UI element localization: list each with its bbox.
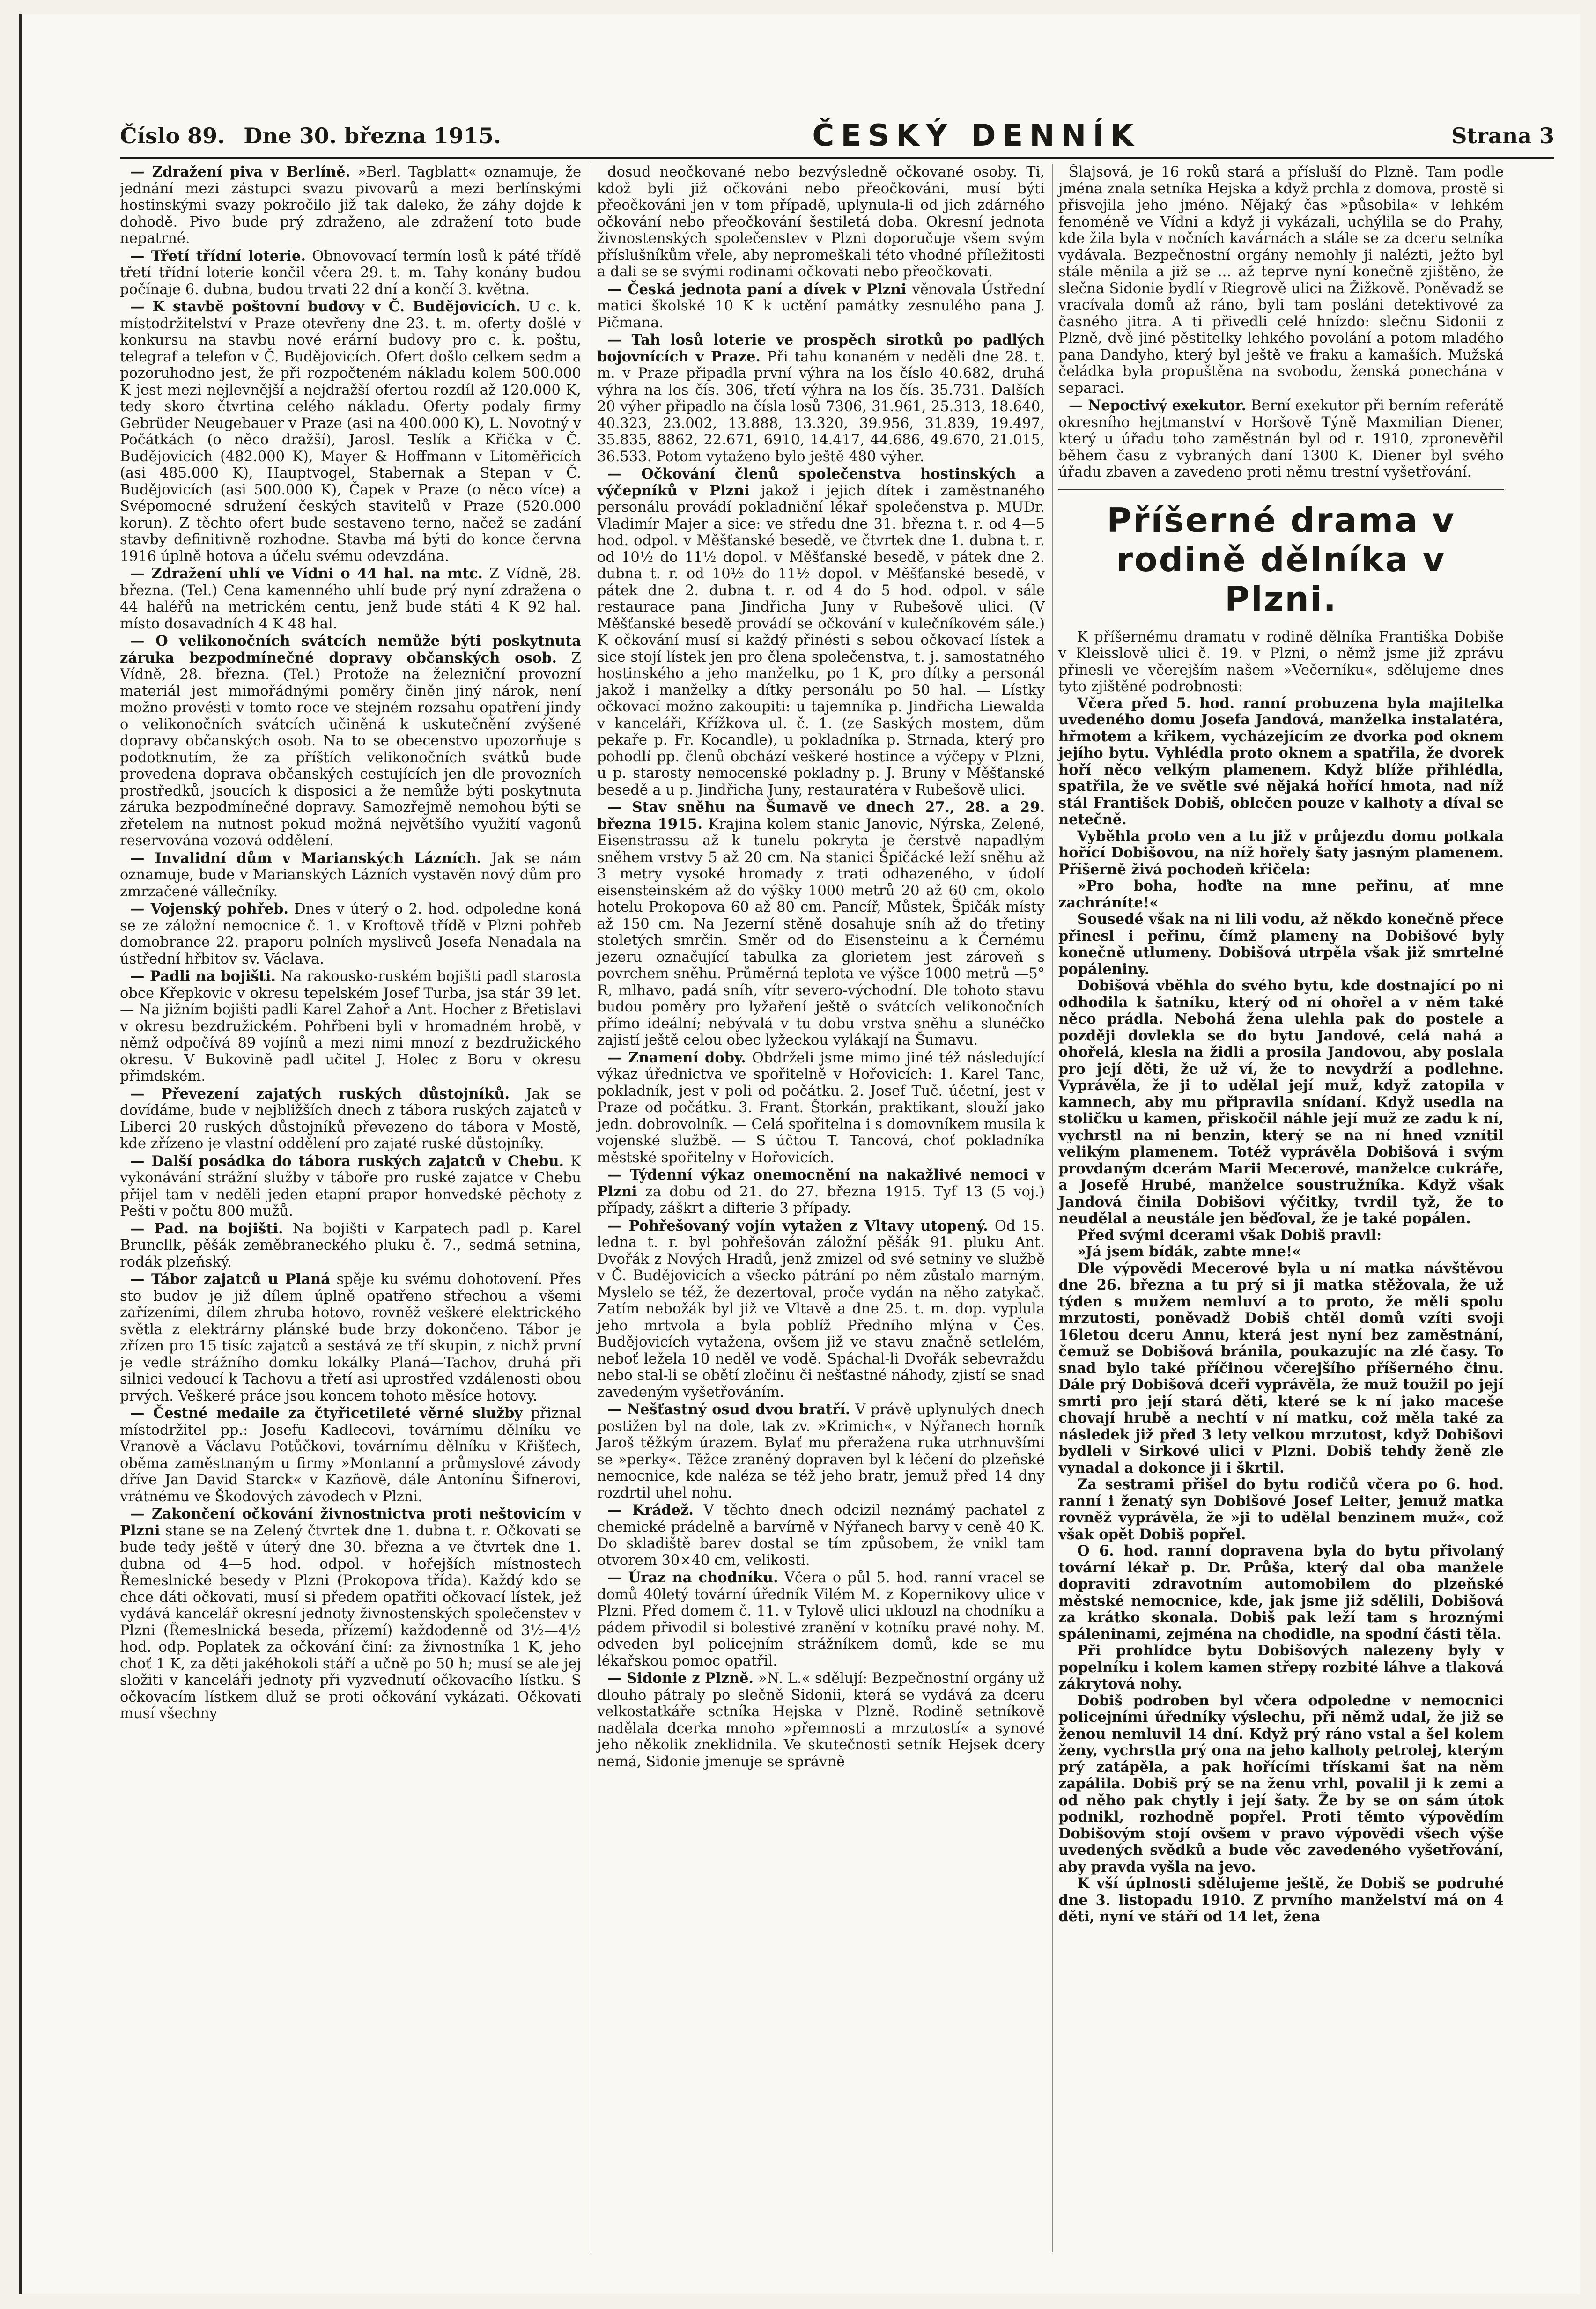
news-item-text: přiznal místodržitel pp.: Josefu Kadlecovi, továrnímu dělníku ve Vranově a Václavu Potůčkovi, továrnímu dělníku v Křišťech, oběma zaměstnaným u firmy »Montanní a průmyslové závody dříve Jan David Starck« v Kazňově, dále Antonínu Šifnerovi, vrátnému ve Škodových závodech v Plzni. <box>120 1405 581 1505</box>
story-paragraph: Za sestrami přišel do bytu rodičů včera po 6. hod. ranní i ženatý syn Dobišové Josef Leiter, jemuž matka rovněž vyprávěla, že »ji to udělal benzinem muž«, což však opět Dobiš popřel. <box>1058 1476 1504 1543</box>
news-item-text: Včera o půl 5. hod. ranní vracel se domů 40letý tovární úředník Vilém M. z Kopernikovy ulice v Plzni. Před domem č. 11. v Tylově ulici uklouzl na chodníku a pádem přivodil si bolestivé zranění v kotníku pravé nohy. M. odveden byl policejním strážníkem domů, kde se mu lékařskou pomoc opatřil. <box>597 1570 1045 1669</box>
news-item-heading: — Vojenský pohřeb. <box>130 900 288 917</box>
story-paragraph: K vší úplnosti sdělujeme ještě, že Dobiš se podruhé dne 3. listopadu 1910. Z prvního manželství má on 4 děti, nyní ve stáří od 14 let, žena <box>1058 1875 1504 1925</box>
news-item-heading: — Nešťastný osud dvou bratří. <box>607 1401 850 1418</box>
news-item-heading: — Třetí třídní loterie. <box>130 247 306 265</box>
news-item <box>597 1570 1045 1669</box>
news-item-heading: — Invalidní dům v Marianských Lázních. <box>130 849 482 867</box>
news-item <box>120 299 581 565</box>
news-item-heading: — Převezení zajatých ruských důstojníků. <box>130 1085 510 1102</box>
story-paragraph: Dobišová vběhla do svého bytu, kde dostnající po ni odhodila k šatníku, který od ní ohořel a v něm také něco prádla. Nebohá žena ulehla pak do postele a později dovlekla se do bytu Jandové, celá nahá a ohořelá, klesla na židli a prosila Jandovou, aby poslala pro její děti, že už ví, že to nevydrží a podlehne. Vyprávěla, že ji to udělal její muž, když zatopila v kamnech, aby mu připravila snídaní. Když usedla na stoličku u kamen, přiskočil náhle její muž ze zadu k ní, vychrstl na ni benzin, který se na ní hned vznítil velikým plamenem. Totéž vyprávěla Dobišová i svým provdaným dcerám Marii Mecerové, manželce cukráře, a Josefě Hrubé, manželce soustružníka. Když však Jandová činila Dobišovi výčitky, tvrdil tyž, že to neudělal a neustále jen běďoval, že je také popálen. <box>1058 977 1504 1227</box>
news-item <box>597 332 1045 465</box>
story-body <box>1058 629 1504 1925</box>
news-item-text: V právě uplynulých dnech postižen byl na dole, tak zv. »Krimich«, v Nýřanech horník Jaroš těžkým úrazem. Bylať mu přeražena ruka utrhnuvšími se »perky«. Těžce zraněný dopraven byl k léčení do plzeňské nemocnice, kde naléza se též jeho bratr, jemuž před 14 dny rozdrtil uhel nohu. <box>597 1402 1045 1501</box>
news-item <box>120 1405 581 1505</box>
story-paragraph: Před svými dcerami však Dobiš pravil: <box>1077 1226 1382 1244</box>
news-item <box>120 1221 581 1271</box>
news-item <box>120 566 581 632</box>
news-item-heading: — Další posádka do tábora ruských zajatců v Chebu. <box>130 1152 564 1170</box>
news-item <box>1058 164 1504 397</box>
news-item-text: Jak se nám oznamuje, bude v Marianských Lázních vystavěn nový dům pro zmrzačené vállečníky. <box>120 850 581 900</box>
columns <box>120 164 1504 2252</box>
issue-number: Číslo 89. <box>120 123 225 148</box>
news-item <box>597 1670 1045 1770</box>
story-paragraph: Sousedé však na ni lili vodu, až někdo konečně přece přinesl i peřinu, čímž plameny na Dobišové byly konečně utlumeny. Dobišová utrpěla však již smrtelné popáleniny. <box>1058 911 1504 978</box>
news-item-text: »Berl. Tagblatt« oznamuje, že jednání mezi zástupci svazu pivovarů a mezi berlínskými hostinskými svazy pokročilo již tak daleko, že záhy dojde k dohodě. Pivo bude prý zdraženo, ale zdražení toto bude nepatrné. <box>120 164 581 247</box>
news-item-text: stane se na Zelený čtvrtek dne 1. dubna t. r. Očkovati se bude tedy ještě v úterý dne 30. března a ve čtvrtek dne 1. dubna od 4—5 hod. odpol. v hořejších místnostech Řemeslnické besedy v Plzni (Prokopova třída). Každý kdo se chce dáti očkovati, musí si předem opatřiti očkovací lístek, jež vydává kancelář okresní jednoty živnostenských společenstev v Plzni (Řemeslnická beseda, přízemí) každodenně od 3½—4½ hod. odp. Poplatek za očkování činí: za živnostníka 1 K, jeho choť 1 K, za děti jakéhokoli stáří a učně po 50 h; musí se ale jej složiti v kanceláři jednoty při vyzvednutí očkovacího lístku. S očkovacím lístkem dluž se proti očkování vykázati. Očkovati musí všechny <box>120 1522 581 1722</box>
news-item <box>120 1086 581 1152</box>
news-item-text: spěje ku svému dohotovení. Přes sto budov je již dílem úplně opatřeno střechou a všemi zařízeními, dílem zhruba hotovo, rovněž veškeré elektrického světla z elektrárny plánské bude brzy dokončeno. Tábor je zřízen pro 15 tisíc zajatců a sestává ze tří skupin, z nichž první je vedle strážního domku lokálky Planá—Tachov, druhá při silnici vedoucí k Tachovu a třetí asi uprostřed vzdálenosti obou prvých. Veškeré práce jsou koncem tohoto měsíce hotovy. <box>120 1271 581 1404</box>
news-item-text: věnovala Ústřední matici školské 10 K k uctění památky zesnulého pana J. Pičmana. <box>597 281 1045 331</box>
news-item <box>120 901 581 967</box>
news-item <box>597 1402 1045 1501</box>
news-item <box>597 281 1045 332</box>
news-item-heading: — Očkování členů společenstva hostinských a výčepníků v Plzni <box>597 465 1045 499</box>
news-item-text: V těchto dnech odcizil neznámý pachatel z chemické prádelně a barvírně v Nýřanech barvy v ceně 40 K. Do skladiště barev dostal se tím způsobem, že vnikl tam otvorem 30×40 cm, velikosti. <box>597 1502 1045 1569</box>
news-item <box>120 850 581 900</box>
column-3-items <box>1058 164 1504 481</box>
news-item-heading: — Pad. na bojišti. <box>130 1220 283 1237</box>
news-item <box>597 164 1045 280</box>
news-item-heading: — Úraz na chodníku. <box>607 1569 778 1586</box>
column-1 <box>120 164 581 2252</box>
news-item <box>597 1502 1045 1569</box>
story-paragraph: Při prohlídce bytu Dobišových nalezeny byly v popelníku i kolem kamen střepy rozbité láhve a tlaková zákrytová nohy. <box>1058 1642 1504 1692</box>
news-item <box>120 1506 581 1722</box>
story-paragraph: Vyběhla proto ven a tu již v průjezdu domu potkala hořící Dobišovou, na níž hořely šaty jasným plamenem. Příšerně živá pochodeň křičela: <box>1058 827 1504 878</box>
news-item-heading: — Zdražení uhlí ve Vídni o 44 hal. na mtc. <box>130 565 483 582</box>
news-item-text: U c. k. místodržitelství v Praze otevřeny dne 23. t. m. oferty došlé v konkursu na stavbu nové erární budovy pro c. k. poštu, telegraf a telefon v Č. Budějovicích. Ofert došlo celkem sedm a pozoruhodno jest, že při rozpočteném nákladu kolem 500.000 K jest mezi nejlevnější a nejdražší ofertou rozdíl až 120.000 K, tedy skoro čtvrtina celého nákladu. Oferty podaly firmy Gebrüder Neugebauer v Praze (asi na 400.000 K), L. Novotný v Počátkách (o něco dražší), Jarosl. Teslík a Křička v Č. Budějovicích (482.000 K), Mayer & Hoffmann v Litoměřicích (asi 485.000 K), Hauptvogel, Stabernak a Stepan v Č. Budějovicích (asi 500.000 K), Čapek v Praze (o něco více) a Svépomocné sdružení českých stavitelů v Praze (520.000 korun). Z těchto ofert bude sestaveno terno, načež se zadání stavby definitivně rozhodne. Stavba má býti do konce června 1916 úplně hotova a účelu svému odevzdána. <box>120 299 581 565</box>
news-item-heading: — Čestné medaile za čtyřicetileté věrné služby <box>130 1405 523 1422</box>
news-item-text: K vykonávání strážní služby v táboře pro ruské zajatce v Chebu přijel tam v neděli jeden etapní prapor honvedské pěchoty z Pešti v počtu 800 mužů. <box>120 1153 581 1219</box>
newspaper-title: ČESKÝ DENNÍK <box>812 118 1140 153</box>
news-item-heading: — Týdenní výkaz onemocnění na nakažlivé nemoci v Plzni <box>597 1166 1045 1200</box>
news-item-text: Berní exekutor při berním referátě okresního hejtmanství v Horšově Týně Maxmilian Diener, který u úřadu toho zaměstnán byl od r. 1910, zpronevěřil během času z vybraných daní 1300 K. Diener byl svého úřadu zbaven a zavedeno proti němu trestní vyšetřování. <box>1058 398 1504 480</box>
story-paragraph: K příšernému dramatu v rodině dělníka Františka Dobiše v Kleisslově ulici č. 19. v Plzni, o němž jsme již zprávu přinesli ve včerejším našem »Večerníku«, sdělujeme dnes tyto zjištěné podrobnosti: <box>1058 628 1504 695</box>
story-paragraph: »Já jsem bídák, zabte mne!« <box>1077 1243 1301 1260</box>
section-divider <box>1058 489 1504 491</box>
news-item-text: Šlajsová, je 16 roků stará a přísluší do Plzně. Tam podle jména znala setníka Hejska a když prchla z domova, prostě si přisvojila jeho jméno. Nějaký čas »působila« v lehkém fenoméně ve Vídni a když ji vykázali, uchýlila se do Prahy, kde žila byla v nočních kavárnách a stále se za dceru setníka vydávala. Bezpečnostní orgány nemohly ji nalézti, ježto byl stále měnila a již se ... až teprve nyní konečně zjištěno, že slečna Sidonie bydlí v Riegrově ulici na Žižkově. Poněvadž se vracívala domů až ráno, byli tam posláni detektivové za časného jitra. A ti přivedli celé hnízdo: slečnu Sidonii z Plzně, dvě jiné pěstitelky lehkého povolání a potom mladého pana Dandyho, který byl ještě ve fraku a kamaších. Mužská čeládka byla propuštěna na svobodu, ženská ponechána v separaci. <box>1058 164 1504 397</box>
news-item <box>597 799 1045 1049</box>
story-paragraph: Dobiš podroben byl včera odpoledne v nemocnici policejními úředníky výslechu, při němž udal, že již se ženou nemluvil 14 dní. Když prý ráno vstal a šel kolem ženy, vychrstla prý ona na jeho kalhoty petrolej, kterým prý zatápěla, a pak hořícími třískami šat na něm zapálila. Dobiš prý se na ženu vrhl, povalil ji k zemi a od něho pak chytly i její šaty. Že by se on sám útok podnikl, rozhodně popřel. Proti těmto výpovědím Dobišovým stojí ovšem v pravo výpovědi všech výše uvedených svědků a bude věc zavedeného vyšetřování, aby pravda vyšla na jevo. <box>1058 1692 1504 1875</box>
news-item-text: Z Vídně, 28. března. (Tel.) Cena kamenného uhlí bude prý nyní zdražena o 44 haléřů na metrickém centu, jenž bude státi 4 K 92 hal. místo dosavadních 4 K 48 hal. <box>120 566 581 632</box>
news-item-text: dosud neočkované nebo bezvýsledně očkované osoby. Ti, kdož byli již očkováni nebo přeočkováni, musí býti přeočkováni jen v tom případě, uplynula-li od jich zdárného očkování nebo přeočkování šestiletá doba. Okresní jednota živnostenských společenstev v Plzni doporučuje všem svým příslušníkům vřele, aby nepromeškali této vhodné příležitosti a dali se se svými rodinami očkovati nebo přeočkovati. <box>597 164 1045 280</box>
news-item <box>120 968 581 1085</box>
news-item <box>120 248 581 298</box>
news-item-text: Krajina kolem stanic Janovic, Nýrska, Zelené, Eisenstrassu až k tunelu pokryta je čerstvě napadlým sněhem vrstvy 5 až 20 cm. Na stanici Špičácké leží sněhu až 3 metry vysoké hromady z trati odhazeného, v údolí eisensteinském až do výšky 1000 metrů 20 až 60 cm, okolo hotelu Prokopova 60 až 80 cm. Pancíř, Můstek, Špičák místy až 150 cm. Na Jezerní stěně dosahuje sníh až do třetiny stoletých smrčin. Směr od do Eisensteinu a k Černému jezeru označující tabulka za glorietem jest zároveň s povrchem sněhu. Průměrná teplota ve výšce 1000 metrů —5° R, mlhavo, padá sníh, vítr severo-východní. Dle tohoto stavu budou poměry pro lyžaření ještě o svátcích velikonočních přímo ideální; nebývalá v tu dobu vrstva sněhu a slunéčko zajistí ještě celou obec lyžeckou vylákají na Šumavu. <box>597 816 1045 1048</box>
story-paragraph: Včera před 5. hod. ranní probuzena byla majitelka uvedeného domu Josefa Jandová, manželka instalatéra, hřmotem a křikem, vycházejícím ze dvorka pod oknem jejího bytu. Vyhlédla proto oknem a spatřila, že dvorek hoří něco velkým plamenem. Když blíže přihlédla, spatřila, že ve světle své nějaká hořící hmota, nad níž stál František Dobiš, oblečen pouze v kalhoty a díval se netečně. <box>1058 694 1504 828</box>
news-item-heading: — Zakončení očkování živnostnictva proti neštovicím v Plzni <box>120 1505 581 1539</box>
masthead <box>120 115 1554 159</box>
news-item-text: Při tahu konaném v neděli dne 28. t. m. v Praze připadla první výhra na los číslo 40.682, druhá výhra na los čís. 306, třetí výhra na los čís. 35.731. Dalších 20 výher připadlo na čísla losů 7306, 31.961, 25.313, 18.640, 40.323, 23.002, 13.888, 13.320, 39.956, 31.839, 19.497, 35.835, 8862, 22.671, 6910, 14.417, 44.686, 49.670, 21.015, 36.533. Potom vytaženo bylo ještě 480 výher. <box>597 348 1045 465</box>
story-paragraph: »Pro boha, hoďte na mne peřinu, ať mne zachráníte!« <box>1058 878 1504 911</box>
news-item-text: Obnovovací termín losů k páté třídě třetí třídní loterie končil včera 29. t. m. Tahy konány budou počínaje 6. dubna, budou trvati 22 dní a končí 3. května. <box>120 248 581 298</box>
masthead-left <box>120 123 501 148</box>
news-item <box>120 633 581 849</box>
news-item-text: Dnes v úterý o 2. hod. odpoledne koná se ze záložní nemocnice č. 1. v Kroftově třídě v Plzni pohřeb domobrance 22. praporu polních myslivců Josefa Nenadala na ústřední hřbitov sv. Václava. <box>120 901 581 967</box>
news-item-heading: — Pohřešovaný vojín vytažen z Vltavy utopený. <box>607 1217 988 1234</box>
news-item-heading: — Tah losů loterie ve prospěch sirotků po padlých bojovnících v Praze. <box>597 332 1045 365</box>
news-item-text: Obdrželi jsme mimo jiné též následující výkaz úřednictva ve spořitelně v Hořovicích: 1. Karel Tanc, pokladník, jest v poli od počátku. 2. Josef Tuč. účetní, jest v Praze od počátku. 3. Frant. Štorkán, praktikant, slouží jako jedn. dobrovolník. — Celá spořitelna i s domovníkem musila k vojenské službě. — S účtou T. Tancová, choť pokladníka městské spořitelny v Hořovicích. <box>597 1049 1045 1166</box>
news-item-heading: — Zdražení piva v Berlíně. <box>130 164 351 180</box>
news-item-heading: — Krádež. <box>607 1502 694 1519</box>
news-item-heading: — O velikonočních svátcích nemůže býti poskytnuta záruka bezpodmínečné dopravy občanských osob. <box>120 633 581 666</box>
news-item-text: Z Vídně, 28. března. (Tel.) Protože na železniční provozní materiál jest mimořádnými poměry činěn jiný nárok, není možno provésti v tomto roce ve stejném rozsahu opatření jindy o velikonočních svátcích učiněná k uskutečnění zvýšené dopravy občanských osob. Na to se obecenstvo upozorňuje s podotknutím, že za příštích velikonočních svátků bude provedena doprava občanských cestujících jen dle provozních prostředků, jsoucích k disposici a že nemůže býti poskytnuta záruka bezpodmínečné dopravy. Samozřejmě nemohou býti se zřetelem na nutnost pokud možná největšího využití vagonů reservována vozová oddělení. <box>120 649 581 849</box>
column-3 <box>1052 164 1504 2252</box>
news-item <box>120 164 581 247</box>
news-item-text: jakož i jejich dítek i zaměstnaného personálu provádí pokladniční lékař společenstva p. MUDr. Vladimír Majer a sice: ve středu dne 31. března t. r. od 4—5 hod. odpol. v Měšťanské besedě, ve čtvrtek dne 1. dubna t. r. od 10½ do 11½ dopol. v Měšťanské besedě, v pátek dne 2. dubna t. r. od 10½ do 11½ dopol. v Měšťanské besedě, v pátek dne 2. dubna t. r. od 4 do 5 hod. odpol. v sále restaurace pana Jindřicha Juny v Rubešově ulici. (V Měšťanské besedě provádí se očkování v kulečníkovém sále.) K očkování musí si každý přinésti s sebou očkovací lístek a sice stojí lístek jen pro člena společenstva, t. j. samostatného hostinského a jeho manželku, po 1 K, pro dítky a personál jakož i manželky a dítky personálu po 50 hal. — Lístky očkovací možno zakoupiti: u tajemníka p. Jindřicha Liewalda v kanceláři, Křížkova ul. č. 1. (ze Saských mostem, dům pekaře p. Fr. Kocandle), u pokladníka p. Strnada, který pro pohodlí pp. členů obchází veškeré hostince a výčepy v Plzni, u p. starosty nemocenské pokladny p. J. Bruny v Měšťanské besedě a u p. Jindřicha Juny, restauratéra v Rubešově ulici. <box>597 482 1045 798</box>
news-item <box>120 1153 581 1220</box>
story-paragraph: O 6. hod. ranní dopravena byla do bytu přivolaný tovární lékař p. Dr. Průša, který dal oba manžele dopraviti zdravotním automobilem do plzeňské městské nemocnice, kde, jak jsme již sdělili, Dobišová za krátko skonala. Dobiš pak leží tam s hroznými spáleninami, zejména na chodidle, na spodní části těla. <box>1058 1542 1504 1643</box>
news-item-heading: — Znamení doby. <box>607 1049 746 1066</box>
news-item-heading: — Sidonie z Plzně. <box>607 1670 754 1687</box>
news-item <box>1058 398 1504 481</box>
issue-date: Dne 30. března 1915. <box>244 123 501 148</box>
news-item <box>597 1218 1045 1401</box>
newspaper-page <box>19 14 1580 2294</box>
news-item-heading: — Nepoctivý exekutor. <box>1069 397 1247 414</box>
news-item-text: za dobu od 21. do 27. března 1915. Tyf 13 (5 voj.) případy, záškrt a difterie 3 případy. <box>597 1183 1045 1217</box>
news-item-text: Od 15. ledna t. r. byl pohřešován záložní pěšák 91. pluku Ant. Dvořák z Nových Hradů, jenž zmizel od své setniny ve službě v Č. Budějovicích a všecko pátrání po něm zůstalo marným. Myslelo se též, že dezertoval, proče vydán na něho zatykač. Zatím nebožák byl již ve Vltavě a dne 25. t. m. dop. vyplula jeho mrtvola a byla poblíž Předního mlýna v Čes. Budějovicích vytažena, ovšem již ve stavu značně setlelém, neboť ležela 10 neděl ve vodě. Spáchal-li Dvořák sebevraždu nebo stal-li se obětí zločinu či nešťastné náhody, zjistí se snad zavedeným vyšetřováním. <box>597 1217 1045 1401</box>
news-item <box>597 1167 1045 1217</box>
news-item-heading: — Padli na bojišti. <box>130 968 276 985</box>
page-number: Strana 3 <box>1451 123 1554 148</box>
story-headline: Příšerné drama v rodině dělníka v Plzni. <box>1107 500 1456 619</box>
news-item-heading: — Tábor zajatců u Planá <box>130 1271 330 1288</box>
news-item-heading: — Stav sněhu na Šumavě ve dnech 27., 28. a 29. března 1915. <box>597 799 1045 833</box>
story-paragraph: Dle výpovědi Mecerové byla u ní matka návštěvou dne 26. března a tu prý si ji matka stěžovala, že už týden s mužem nemluví a to proto, že měli spolu mrzutosti, poněvadž Dobiš chtěl domů vzíti svoji 16letou dceru Annu, která jest nyní bez zaměstnání, čemuž se Dobišová bránila, poukazujíc na zlé časy. To snad bylo také příčinou včerejšího příšerného činu. Dále prý Dobišová dceři vyprávěla, že muž toužil po její smrti pro její stará děti, které se k ní jako macešе chovají hrubě a nechtí v ní matku, což měla také za následek již před 3 lety velkou mrzutost, když Dobišovi bydleli v Sirkové ulici v Plzni. Dobiš tehdy ženě zle vynadal a dokonce ji i škrtil. <box>1058 1260 1504 1476</box>
news-item-text: »N. L.« sdělují: Bezpečnostní orgány už dlouho pátraly po slečně Sidonii, která se vydává za dceru velkostatkáře sctníka Hejska v Plzně. Rodině setníkově nadělala dcerka mnoho »přemnosti a mrzutostí« a synové jeho několik zneklidnila. Ve skutečnosti setník Hejsek dcery nemá, Sidonie jmenuje se správně <box>597 1670 1045 1770</box>
news-item-text: Na rakousko-ruském bojišti padl starosta obce Křepkovic v okresu tepelském Josef Turba, jsa stár 39 let. — Na jižním bojišti padli Karel Zahoř a Ant. Hocher z Břetislavi v okresu bezdružickém. Pohřbeni byli v hromadném hrobě, v němž odpočívá 89 vojínů a mezi nimi mnozí z bezdružického okresu. V Bukovině padl učitel J. Holec z Boru v okresu přimdském. <box>120 968 581 1084</box>
news-item <box>120 1271 581 1404</box>
column-2 <box>591 164 1045 2252</box>
news-item <box>597 466 1045 798</box>
news-item-text: Jak se dovídáme, bude v nejbližších dnech z tábora ruských zajatců v Liberci 20 ruských důstojníků převezeno do tábora v Mostě, kde zřízeno je vlastní oddělení pro zajaté ruské důstojníky. <box>120 1085 581 1152</box>
news-item <box>597 1050 1045 1166</box>
news-item-text: Na bojišti v Karpatech padl p. Karel Bruncllk, pěšák zeměbraneckého pluku č. 7., sedmá setnina, rodák plzeňský. <box>120 1220 581 1270</box>
news-item-heading: — K stavbě poštovní budovy v Č. Budějovicích. <box>130 298 521 315</box>
news-item-heading: — Česká jednota paní a dívek v Plzni <box>607 280 907 298</box>
